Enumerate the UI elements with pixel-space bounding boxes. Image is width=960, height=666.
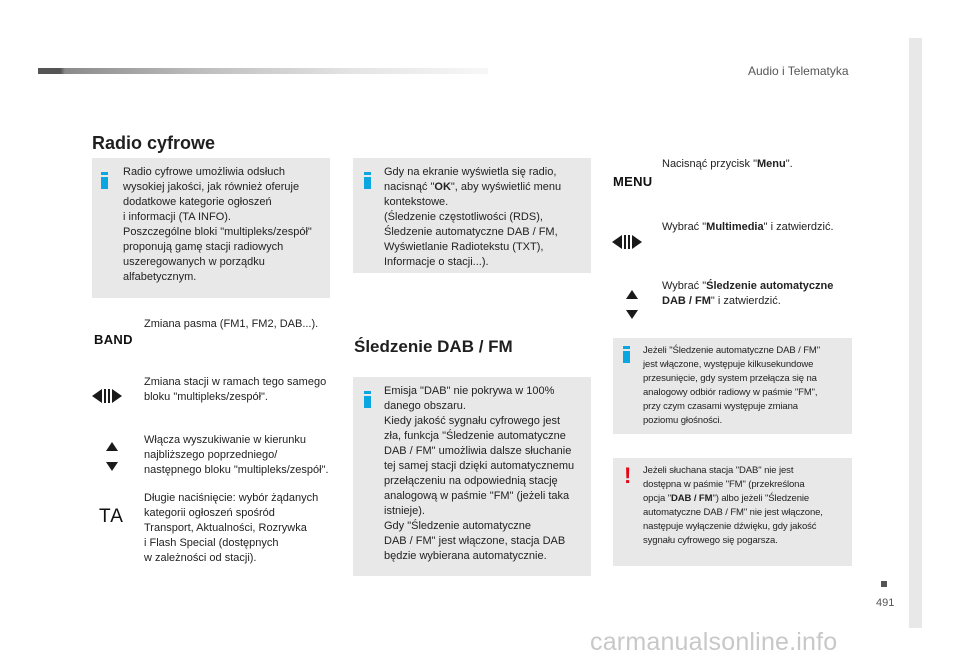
info-box-radio-intro (92, 158, 330, 298)
side-strip (909, 38, 922, 628)
info-text-radio-intro: Radio cyfrowe umożliwia odsłuch wysokiej jakości, jak również oferuje dodatkowe kategorie ogłoszeń i informacji (TA INFO). Poszczególne bloki "multipleks/zespół" proponują gamę stacji radiowych uszeregowanych w porządku alfabetycznym. (123, 166, 312, 283)
info-box-display-radio (353, 158, 591, 273)
header-decor-bar (38, 68, 488, 74)
watermark: carmanualsonline.info (590, 628, 838, 656)
info-box-dab-coverage (353, 377, 591, 576)
step-station-text: Zmiana stacji w ramach tego samego bloku "multipleks/zespół". (144, 376, 327, 403)
section-title-radio: Radio cyfrowe (92, 133, 216, 153)
warning-icon: ! (624, 463, 632, 488)
up-down-arrows-icon[interactable] (626, 290, 638, 319)
info-icon (101, 172, 108, 189)
page-number: 491 (876, 597, 895, 609)
info-icon (364, 391, 371, 408)
up-down-arrows-icon[interactable] (106, 442, 118, 471)
step-search-text: Włącza wyszukiwanie w kierunku najbliższego poprzedniego/ następnego bloku "multipleks/zespół". (144, 434, 329, 476)
menu-button[interactable]: MENU (613, 174, 653, 189)
warning-text-dab: Jeżeli słuchana stacja "DAB" nie jest dostępna w paśmie "FM" (przekreślona opcja "DAB / FM") albo jeżeli "Śledzenie automatyczne DAB / FM" nie jest włączone, następuje wyłączenie dźwięku, gdy jakość sygnału cyfrowego się pogarsza. (643, 465, 823, 546)
info-box-tracking-on (613, 338, 852, 434)
prev-next-arrows-icon[interactable] (92, 389, 122, 403)
info-text-tracking-on: Jeżeli "Śledzenie automatyczne DAB / FM" jest włączone, występuje kilkusekundowe przesunięcie, gdy system przełącza się na analogowy odbiór radiowy w paśmie "FM", przy czym czasami występuje zmiana poziomu głośności. (643, 345, 820, 426)
info-text-dab-coverage: Emisja "DAB" nie pokrywa w 100% danego obszaru. Kiedy jakość sygnału cyfrowego jest zła, funkcja "Śledzenie automatyczne DAB / FM" umożliwia dalsze słuchanie tej samej stacji dzięki automatycznemu przełączeniu na odpowiednią stację analogową w paśmie "FM" (jeżeli taka istnieje). Gdy "Śledzenie automatyczne DAB / FM" jest włączone, stacja DAB będzie wybierana automatycznie. (384, 385, 575, 562)
header-title: Audio i Telematyka (748, 64, 849, 78)
prev-next-arrows-icon[interactable] (612, 235, 642, 249)
info-icon (623, 346, 630, 363)
info-text-display-radio: Gdy na ekranie wyświetla się radio, nacisnąć "OK", aby wyświetlić menu kontekstowe. (Śledzenie częstotliwości (RDS), Śledzenie automatyczne DAB / FM, Wyświetlanie Radiotekstu (TXT), Informacje o stacji...). (384, 166, 562, 268)
info-icon (364, 172, 371, 189)
section-title-dab: Śledzenie DAB / FM (354, 337, 513, 356)
step-band-text: Zmiana pasma (FM1, FM2, DAB...). (144, 318, 319, 330)
band-button[interactable]: BAND (94, 332, 133, 347)
step-ta-text: Długie naciśnięcie: wybór żądanych kategorii ogłoszeń spośród Transport, Aktualności, Rozrywka i Flash Special (dostępnych w zależności od stacji). (144, 492, 319, 564)
page-bullet (881, 581, 887, 587)
step-multimedia-text: Wybrać "Multimedia" i zatwierdzić. (662, 221, 834, 233)
step-tracking-text: Wybrać "Śledzenie automatyczne DAB / FM" i zatwierdzić. (662, 280, 834, 307)
ta-button[interactable]: TA (99, 506, 124, 527)
warning-box-dab (613, 458, 852, 566)
step-menu-text: Nacisnąć przycisk "Menu". (662, 158, 793, 170)
